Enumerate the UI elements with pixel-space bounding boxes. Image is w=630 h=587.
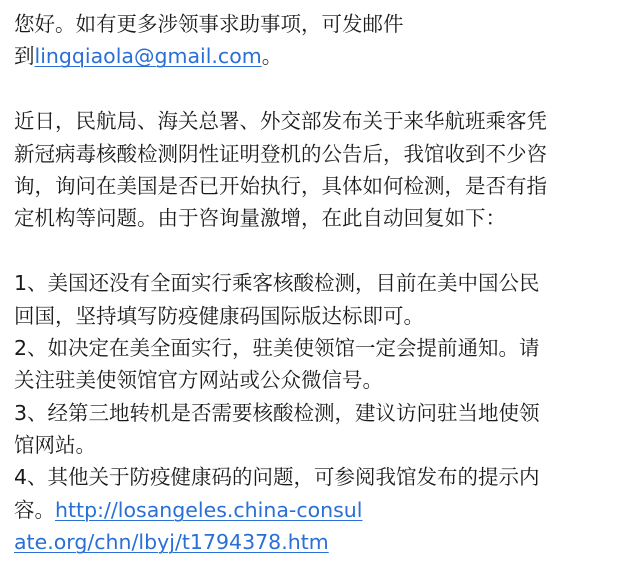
email-prefix: 到 <box>14 44 35 69</box>
list-item-url-line <box>14 526 626 558</box>
list-item-line: 2、如决定在美全面实行，驻美使领馆一定会提前通知。请 <box>14 335 540 360</box>
greeting-line: 您好。如有更多涉领事求助事项，可发邮件 <box>14 12 404 36</box>
list-item-url-line <box>14 494 626 526</box>
email-message-body <box>14 8 626 559</box>
list-item-prefix: 容。 <box>14 497 55 522</box>
list-item-line: 3、经第三地转机是否需要核酸检测，建议访问驻当地使领 <box>14 400 540 425</box>
intro-line: 近日，民航局、海关总署、外交部发布关于来华航班乘客凭 <box>14 109 547 134</box>
consulate-url-link-continued[interactable]: ate.org/chn/lbyj/t1794378.htm <box>14 530 329 555</box>
email-suffix: 。 <box>261 44 283 69</box>
email-contact-line <box>14 40 626 72</box>
paragraph-spacer <box>14 73 626 105</box>
list-item-line: 关注驻美使领馆官方网站或公众微信号。 <box>14 368 383 393</box>
intro-line: 新冠病毒核酸检测阴性证明登机的公告后，我馆收到不少咨 <box>14 141 547 166</box>
paragraph-spacer <box>14 235 626 267</box>
intro-line: 询，询问在美国是否已开始执行，具体如何检测，是否有指 <box>14 173 547 198</box>
email-link[interactable]: lingqiaola@gmail.com <box>34 44 262 69</box>
answer-list <box>14 267 626 559</box>
intro-paragraph <box>14 105 626 235</box>
list-item-line: 馆网站。 <box>14 433 96 458</box>
list-item-line: 1、美国还没有全面实行乘客核酸检测，目前在美中国公民 <box>14 271 540 296</box>
list-item-line: 4、其他关于防疫健康码的问题，可参阅我馆发布的提示内 <box>14 465 540 490</box>
consulate-url-link[interactable]: http://losangeles.china-consul <box>55 497 363 522</box>
list-item-line: 回国，坚持填写防疫健康码国际版达标即可。 <box>14 303 424 328</box>
intro-line: 定机构等问题。由于咨询量激增，在此自动回复如下： <box>14 206 506 231</box>
